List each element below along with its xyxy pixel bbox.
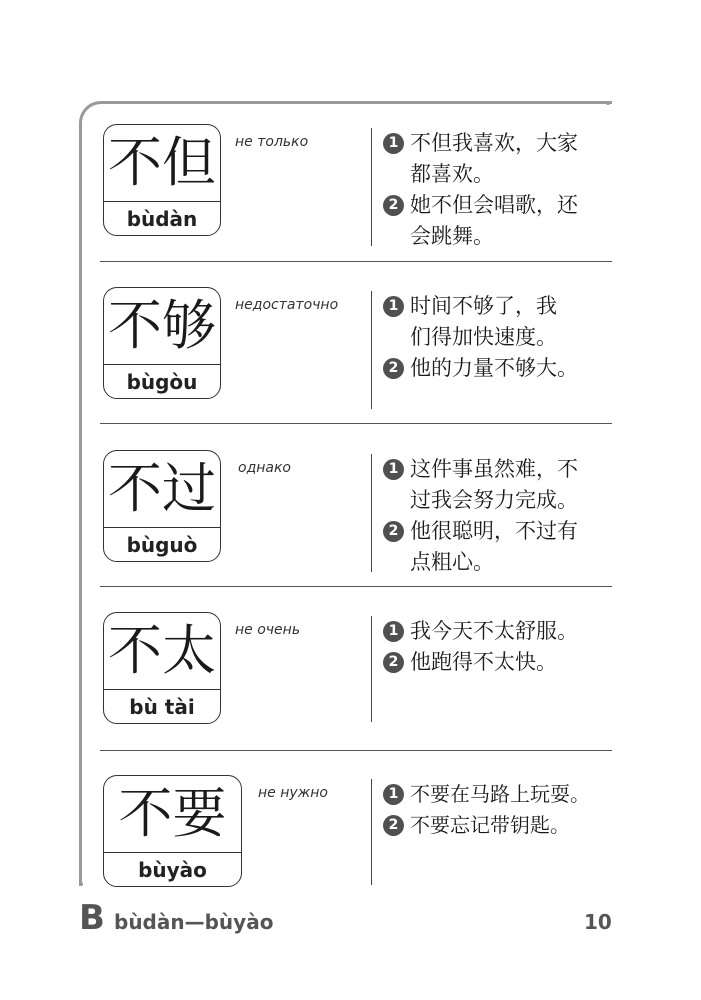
- frame-dot-bottom: [79, 882, 83, 886]
- pinyin: bùgòu: [126, 370, 198, 394]
- number-badge: 2: [383, 358, 404, 379]
- example: [383, 291, 623, 353]
- word-card: [103, 775, 242, 887]
- entry-divider: [100, 423, 612, 424]
- entry-divider: [100, 586, 612, 587]
- examples: [383, 291, 623, 384]
- word-card: [103, 612, 221, 724]
- example-text: 不但我喜欢，大家 都喜欢。: [410, 131, 578, 186]
- number-badge: 1: [383, 133, 404, 154]
- example-text: 不要忘记带钥匙。: [410, 813, 570, 837]
- number-badge: 1: [383, 784, 404, 805]
- example: [383, 190, 623, 252]
- word-card: [103, 450, 221, 562]
- translation: не только: [235, 134, 309, 150]
- page-range: bùdàn—bùyào: [114, 910, 274, 934]
- translation: не очень: [235, 622, 301, 638]
- example-text: 他跑得不太快。: [410, 650, 557, 674]
- number-badge: 2: [383, 815, 404, 836]
- number-badge: 2: [383, 521, 404, 542]
- number-badge: 1: [383, 621, 404, 642]
- hanzi: 不要: [104, 776, 241, 853]
- page-number: 10: [584, 910, 612, 934]
- translation: недостаточно: [235, 297, 339, 313]
- pinyin: bù tài: [129, 695, 195, 719]
- examples: [383, 616, 623, 678]
- number-badge: 1: [383, 296, 404, 317]
- example-text: 他很聪明，不过有 点粗心。: [410, 519, 578, 574]
- column-divider: [371, 616, 372, 722]
- example: [383, 128, 623, 190]
- example: [383, 616, 623, 647]
- entry-divider: [100, 750, 612, 751]
- example: [383, 516, 623, 578]
- frame-top-rule: [100, 101, 612, 104]
- examples: [383, 779, 618, 841]
- number-badge: 2: [383, 652, 404, 673]
- translation: не нужно: [258, 785, 328, 801]
- frame-corner: [79, 101, 103, 125]
- column-divider: [371, 454, 372, 572]
- frame-dot-top: [606, 101, 610, 105]
- example: [383, 779, 618, 810]
- frame-left-rule: [79, 122, 82, 886]
- column-divider: [371, 128, 372, 246]
- example-text: 不要在马路上玩耍。: [410, 782, 590, 806]
- example-text: 他的力量不够大。: [410, 356, 578, 380]
- hanzi: 不太: [104, 613, 220, 690]
- pinyin: bùdàn: [126, 207, 198, 231]
- example-text: 这件事虽然难，不 过我会努力完成。: [410, 457, 578, 512]
- column-divider: [371, 779, 372, 885]
- hanzi: 不过: [104, 451, 220, 528]
- pinyin: bùyào: [138, 858, 207, 882]
- example-text: 她不但会唱歌，还 会跳舞。: [410, 193, 578, 248]
- number-badge: 2: [383, 195, 404, 216]
- example-text: 我今天不太舒服。: [410, 619, 578, 643]
- example: [383, 353, 623, 384]
- word-card: [103, 287, 221, 399]
- examples: [383, 128, 623, 252]
- example: [383, 810, 618, 841]
- entry-divider: [100, 261, 612, 262]
- pinyin: bùguò: [126, 533, 198, 557]
- column-divider: [371, 291, 372, 409]
- hanzi: 不够: [104, 288, 220, 365]
- example-text: 时间不够了，我 们得加快速度。: [410, 294, 557, 349]
- hanzi: 不但: [104, 125, 220, 202]
- word-card: [103, 124, 221, 236]
- example: [383, 647, 623, 678]
- translation: однако: [238, 460, 291, 476]
- examples: [383, 454, 623, 578]
- section-letter: B: [79, 898, 105, 938]
- example: [383, 454, 623, 516]
- number-badge: 1: [383, 459, 404, 480]
